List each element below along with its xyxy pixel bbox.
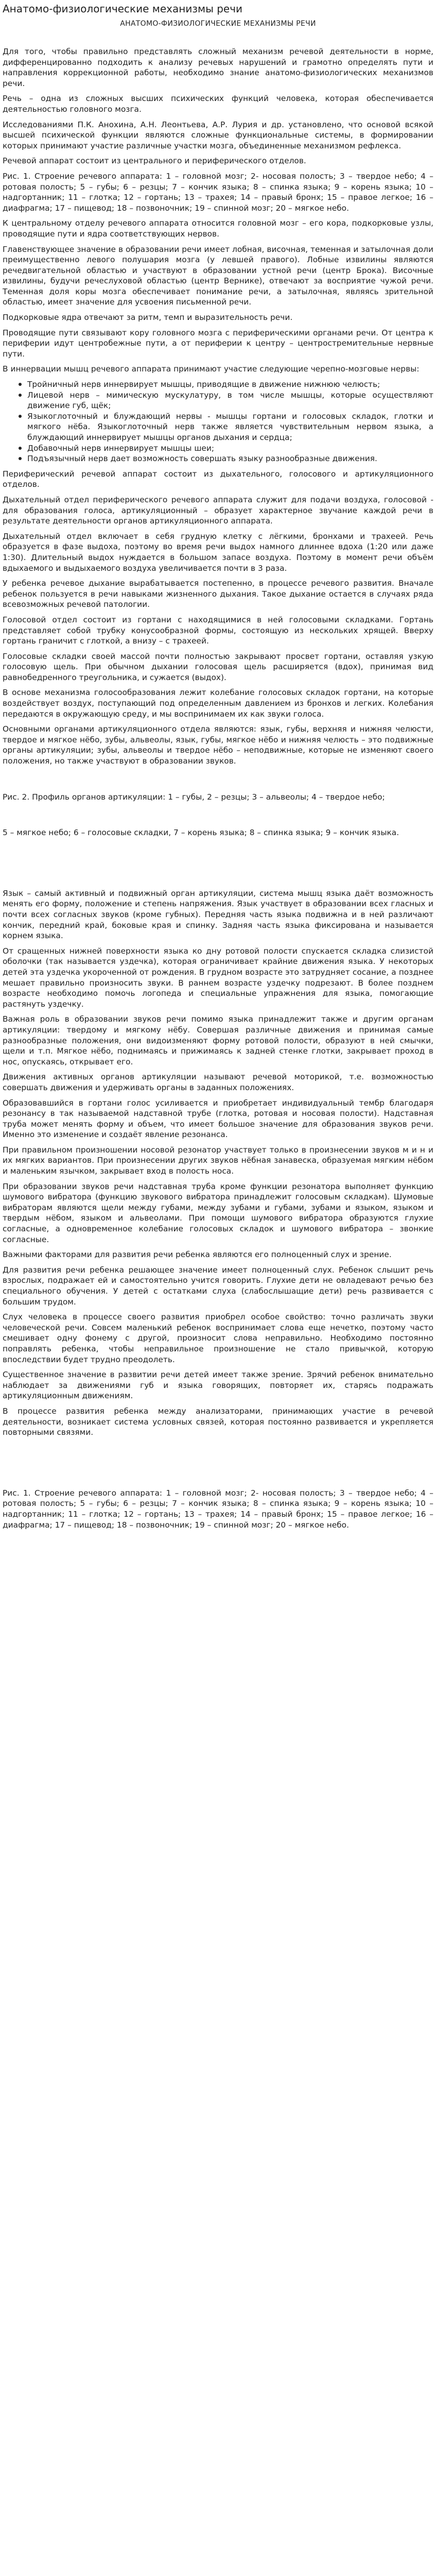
paragraph: Язык – самый активный и подвижный орган артикуляции, система мышц языка даёт возможность менять его форму, положение и степень напряжения. Язык участвует в образовании всех гласных и почти всех согласных звуков (кроме губных). Передняя часть языка подвижна и в ней различают кончик, передний край, боковые края и спинку. Задняя часть языка фиксирована и называется корнем языка. [3, 888, 433, 941]
page-title: Анатомо-физиологические механизмы речи [3, 3, 243, 15]
paragraph: Голосовой отдел состоит из гортани с находящимися в ней голосовыми складками. Гортань представляет собой трубку конусообразной формы, состоящую из нескольких хрящей. Вверху гортань граничит с глоткой, а внизу – с трахеей. [3, 615, 433, 646]
paragraph: Основными органами артикуляционного отдела являются: язык, губы, верхняя и нижняя челюсти, твердое и мягкое нёбо, зубы, альвеолы, язык, губы, мягкое нёбо и нижняя челюсть – это подвижные органы артикуляции; зубы, альвеолы и твердое нёбо – неподвижные, которые не изменяют своего положения, но также участвуют в образовании звуков. [3, 724, 433, 766]
figure-caption: Рис. 1. Строение речевого аппарата: 1 – головной мозг; 2- носовая полость; 3 – твердое небо; 4 – ротовая полость; 5 – губы; 6 – резцы; 7 – кончик языка; 8 – спинка языка; 9 – корень языка; 10 – надгортанник; 11 – глотка; 12 – гортань; 13 – трахея; 14 – правый бронх; 15 – правое легкое; 16 – диафрагма; 17 – пищевод; 18 – позвоночник; 19 – спинной мозг; 20 – мягкое небо. [3, 171, 433, 213]
list-item: Лицевой нерв – мимическую мускулатуру, в том числе мышцы, которые осуществляют движение губ, щёк; [27, 390, 433, 411]
paragraph: Главенствующее значение в образовании речи имеет лобная, височная, теменная и затылочная доли преимущественно левого полушария мозга (у левшей правого). Лобные извилины являются речедвигательной областью и участвуют в образовании устной речи (центр Брока). Височные извилины, будучи речеслуховой областью (центр Верникe), отвечают за восприятие чужой речи. Теменная доля коры мозга обеспечивает понимание речи, а затылочная, являясь зрительной областью, имеет значение для усвоения письменной речи. [3, 244, 433, 307]
figure-caption: Рис. 2. Профиль органов артикуляции: 1 – губы, 2 – резцы; 3 – альвеолы; 4 – твердое небо; [3, 792, 385, 802]
paragraph: Проводящие пути связывают кору головного мозга с периферическими органами речи. От центра к периферии идут центробежные пути, а от периферии к центру – центростремительные нервные пути. [3, 328, 433, 359]
paragraph: В процессе развития ребенка между анализаторами, принимающих участие в речевой деятельности, возникает система условных связей, которая постоянно развивается и укрепляется повторными связями. [3, 1406, 433, 1437]
paragraph: Движения активных органов артикуляции называют речевой моторикой, т.е. возможностью совершать движения и удерживать органы в заданных положениях. [3, 1072, 433, 1092]
paragraph: Для того, чтобы правильно представлять сложный механизм речевой деятельности в норме, дифференцированно подходить к анализу речевых нарушений и грамотно определять пути и направления коррекционной работы, необходимо знание анатомо-физиологических механизмов речи. [3, 47, 433, 88]
list-item: Тройничный нерв иннервирует мышцы, приводящие в движение нижнюю челюсть; [27, 379, 433, 390]
paragraph: Важными факторами для развития речи ребенка являются его полноценный слух и зрение. [3, 1250, 392, 1260]
paragraph: От сращенных нижней поверхности языка ко дну ротовой полости спускается складка слизистой оболочки (так называется уздечка), которая ограничивает крайние движения языка. У некоторых детей эта уздечка укороченной от рождения. В грудном возрасте это затрудняет сосание, а позднее мешает правильно произносить звуки. В раннем возрасте уздечку подрезают. В более позднем возрасте необходимо помочь логопеда и специальные упражнения для языка, помогающие растянуть уздечку. [3, 946, 433, 1009]
paragraph: В иннервации мышц речевого аппарата принимают участие следующие черепно-мозговые нервы: [3, 364, 420, 374]
figure-caption: 5 – мягкое небо; 6 – голосовые складки, 7 – корень языка; 8 – спинка языка; 9 – кончик языка. [3, 828, 399, 838]
figure-caption: Рис. 1. Строение речевого аппарата: 1 – головной мозг; 2- носовая полость; 3 – твердое небо; 4 – ротовая полость; 5 – губы; 6 – резцы; 7 – кончик языка; 8 – спинка языка; 9 – корень языка; 10 – надгортанник; 11 – глотка; 12 – гортань; 13 – трахея; 14 – правый бронх; 15 – правое легкое; 16 – диафрагма; 17 – пищевод; 18 – позвоночник; 19 – спинной мозг; 20 – мягкое небо. [3, 1488, 433, 1530]
paragraph: У ребенка речевое дыхание вырабатывается постепенно, в процессе речевого развития. Вначале ребенок пользуется в речи навыками жизненного дыхания. Такое дыхание остается в случаях ряда всевозможных речевой патологии. [3, 579, 433, 609]
paragraph: Существенное значение в развитии речи детей имеет также зрение. Зрячий ребенок внимательно наблюдает за движениями губ и языка говорящих, повторяет их, старясь подражать артикуляционным движениям. [3, 1370, 433, 1401]
list-item: Языкоглоточный и блуждающий нервы - мышцы гортани и голосовых складок, глотки и мягкого нёба. Языкоглоточный нерв также является чувствительным нервом языка, а блуждающий иннервирует мышцы органов дыхания и сердца; [27, 411, 433, 442]
paragraph: Дыхательный отдел включает в себя грудную клетку с лёгкими, бронхами и трахеей. Речь образуется в фазе выдоха, поэтому во время речи выдох намного длиннее вдоха (1:20 или даже 1:30). Длительный выдох нуждается в большом запасе воздуха. Поэтому в момент речи объём вдыхаемого и выдыхаемого воздуха увеличивается почти в 3 раза. [3, 531, 433, 573]
nerves-list [3, 379, 433, 464]
image-placeholder [3, 843, 433, 888]
paragraph: Речевой аппарат состоит из центрального и периферического отделов. [3, 156, 306, 166]
paragraph: Исследованиями П.К. Анохина, А.Н. Леонтьева, А.Р. Лурия и др. установлено, что основой всякой высшей психической функции являются сложные функциональные системы, в формировании которых принимают участие различные участки мозга, объединенные механизмом рефлекса. [3, 120, 433, 150]
paragraph: В основе механизма голосообразования лежит колебание голосовых складок гортани, на которые воздействует воздух, поступающий под определенным давлением из бронхов и легких. Колебания передаются в окружающую среду, и мы воспринимаем их как звуки голоса. [3, 688, 433, 719]
paragraph: При образовании звуков речи надставная труба кроме функции резонатора выполняет функцию шумового вибратора (функцию звукового вибратора принадлежит голосовым складкам). Шумовые вибраторам являются щели между губами, между зубами и губами, зубами и языком, языком и твердым нёбом, языком и альвеолами. При помощи шумового вибратора образуются глухие согласные, а одновременное колебание голосовых складок и шумового вибратора – звонкие согласные. [3, 1181, 433, 1244]
list-item: Добавочный нерв иннервирует мышцы шеи; [27, 443, 433, 454]
image-placeholder [3, 1443, 433, 1488]
image-placeholder [3, 807, 433, 827]
list-item: Подъязычный нерв дает возможность совершать языку разнообразные движения. [27, 453, 433, 464]
document-page [0, 2, 436, 1530]
paragraph: Важная роль в образовании звуков речи помимо языка принадлежит также и другим органам артикуляции: твердому и мягкому нёбу. Совершая различные движения и принимая самые разнообразные положения, они видоизменяют форму ротовой полости, образуют в ней смычки, щели и т.п. Мягкое нёбо, поднимаясь и прижимаясь к задней стенке глотки, закрывает проход в нос, опускаясь, открывает его. [3, 1014, 433, 1066]
paragraph: Образовавшийся в гортани голос усиливается и приобретает индивидуальный тембр благодаря резонансу в так называемой надставной трубе (глотка, ротовая и носовая полости). Надставная труба может менять форму и объем, что имеет большое значение для образования звуков речи. Именно это изменение и создаёт явление резонанса. [3, 1098, 433, 1140]
paragraph: Периферический речевой аппарат состоит из дыхательного, голосового и артикуляционного отделов. [3, 469, 433, 489]
image-placeholder [3, 771, 433, 792]
paragraph: Дыхательный отдел периферического речевого аппарата служит для подачи воздуха, голосовой - для образования голоса, артикуляционный – образует характерное звучание каждой речи в результате деятельности органов артикуляционного аппарата. [3, 495, 433, 526]
paragraph: Слух человека в процессе своего развития приобрел особое свойство: точно различать звуки человеческой речи. Совсем маленький ребенок воспринимает слова еще нечетко, поэтому часто смешивает одну фонему с другой, произносит слова неправильно. Необходимо постоянно поправлять ребенка, чтобы неправильное произношение не стало привычкой, которую впоследствии будет трудно преодолеть. [3, 1312, 433, 1364]
article-subtitle: АНАТОМО-ФИЗИОЛОГИЧЕСКИЕ МЕХАНИЗМЫ РЕЧИ [120, 20, 316, 28]
paragraph: К центральному отделу речевого аппарата относится головной мозг – его кора, подкорковые узлы, проводящие пути и ядра соответствующих нервов. [3, 218, 433, 239]
paragraph: Для развития речи ребенка решающее значение имеет полноценный слух. Ребенок слышит речь взрослых, подражает ей и самостоятельно учится говорить. Глухие дети не овладевают речью без специального обучения. У детей с остатками слуха (слабослышащие дети) речь развивается с большим трудом. [3, 1265, 433, 1307]
paragraph: При правильном произношении носовой резонатор участвует только в произнесении звуков м и н и их мягких вариантов. При произнесении других звуков нёбная занавеска, образуемая мягким нёбом и маленьким язычком, закрывает вход в полость носа. [3, 1145, 433, 1176]
paragraph: Речь – одна из сложных высших психических функций человека, которая обеспечивается деятельностью головного мозга. [3, 94, 433, 114]
paragraph: Подкорковые ядра отвечают за ритм, темп и выразительность речи. [3, 313, 293, 323]
paragraph: Голосовые складки своей массой почти полностью закрывают просвет гортани, оставляя узкую голосовую щель. При обычном дыхании голосовая щель расширяется (вдох), принимая вид равнобедренного треугольника, и сужается (выдох). [3, 651, 433, 682]
